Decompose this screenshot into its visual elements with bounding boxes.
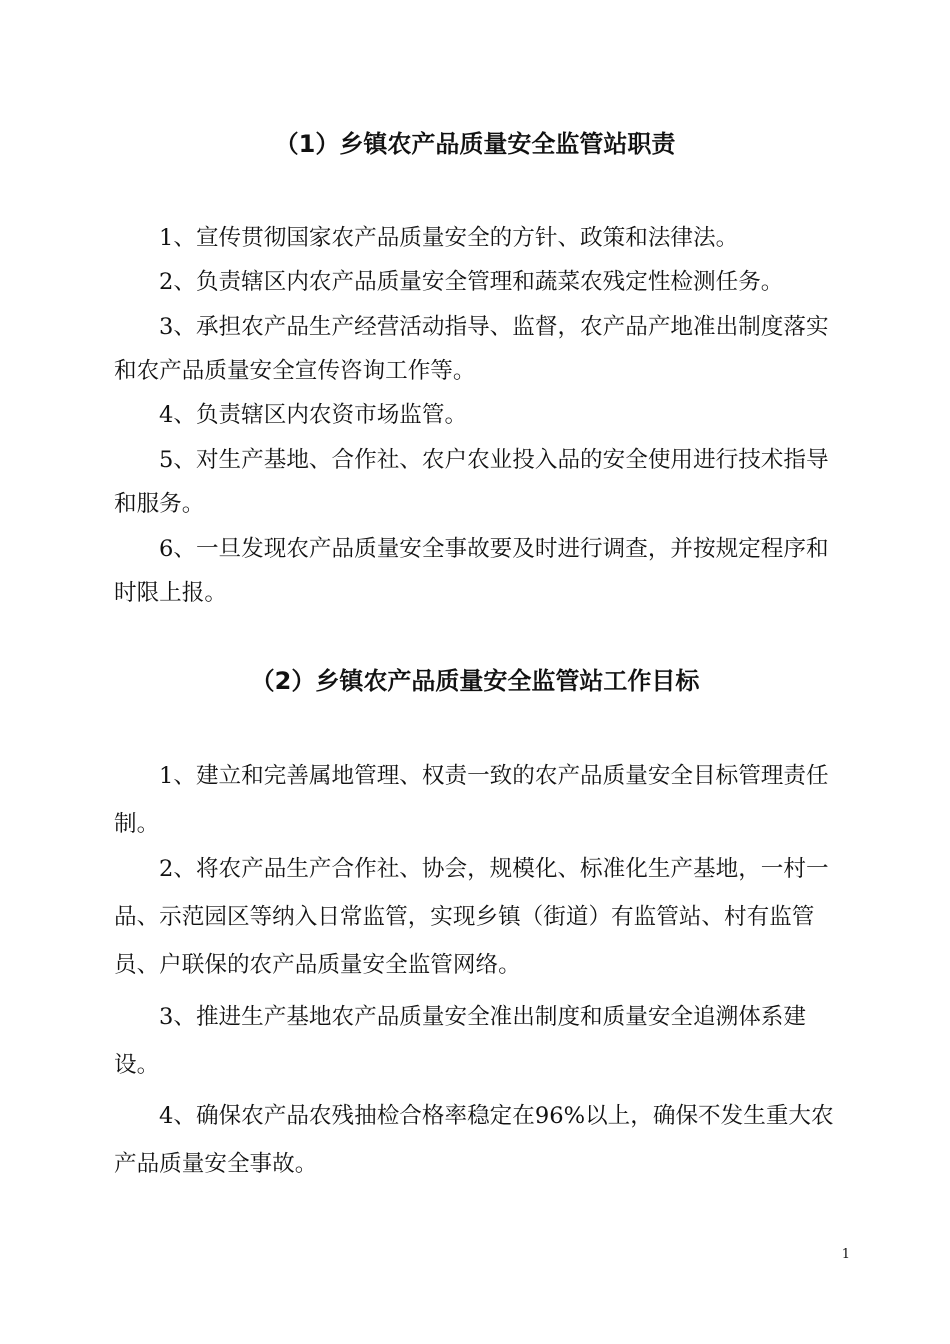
section-2-item-4: 4、确保农产品农残抽检合格率稳定在96%以上，确保不发生重大农产品质量安全事故。	[114, 1103, 834, 1177]
section-1-item-2: 2、负责辖区内农产品质量安全管理和蔬菜农残定性检测任务。	[159, 269, 784, 295]
section-1-title: （1）乡镇农产品质量安全监管站职责	[274, 130, 676, 158]
section-1-item-6: 6、一旦发现农产品质量安全事故要及时进行调查，并按规定程序和时限上报。	[114, 536, 829, 606]
section-2-item-1: 1、建立和完善属地管理、权责一致的农产品质量安全目标管理责任制。	[114, 763, 829, 837]
section-2-item-2: 2、将农产品生产合作社、协会，规模化、标准化生产基地，一村一品、示范园区等纳入日常监管，实现乡镇（街道）有监管站、村有监管员、户联保的农产品质量安全监管网络。	[114, 856, 829, 978]
page-number: 1	[841, 1247, 850, 1262]
section-1-item-4: 4、负责辖区内农资市场监管。	[159, 402, 468, 428]
section-1-item-3: 3、承担农产品生产经营活动指导、监督，农产品产地准出制度落实和农产品质量安全宣传咨询工作等。	[114, 314, 829, 384]
section-2-item-3: 3、推进生产基地农产品质量安全准出制度和质量安全追溯体系建设。	[114, 1004, 806, 1078]
section-1-item-1: 1、宣传贯彻国家农产品质量安全的方针、政策和法律法。	[159, 225, 739, 251]
section-1-item-5: 5、对生产基地、合作社、农户农业投入品的安全使用进行技术指导和服务。	[114, 447, 829, 517]
section-2-title: （2）乡镇农产品质量安全监管站工作目标	[250, 667, 700, 695]
